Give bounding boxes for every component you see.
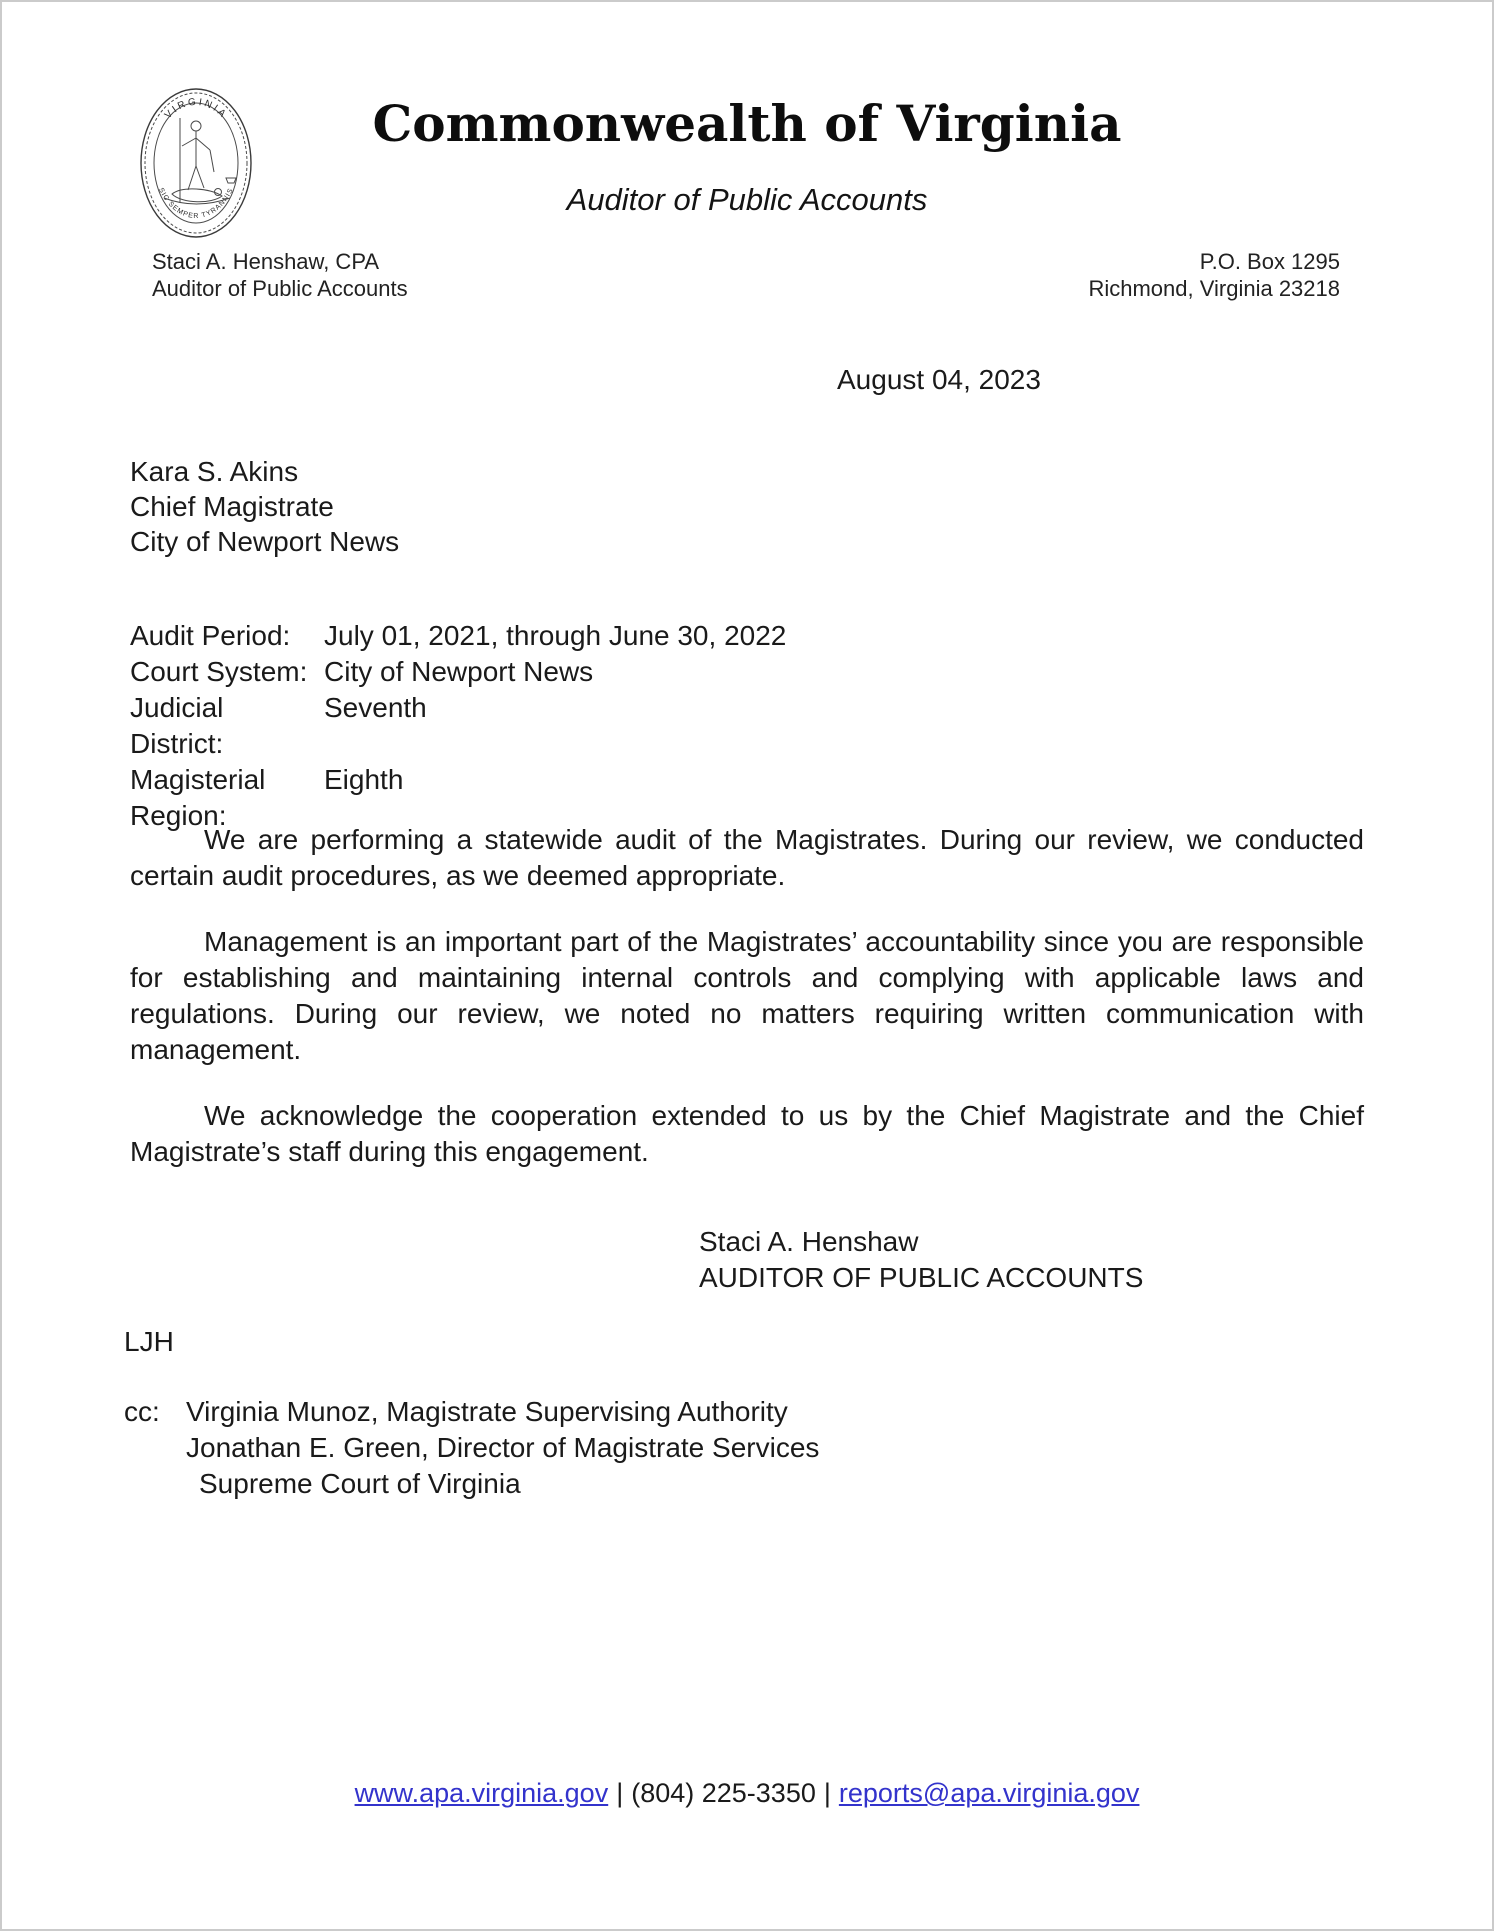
recipient-name: Kara S. Akins [130, 456, 299, 487]
audit-info-label: Magisterial Region: [130, 764, 266, 831]
address-line-1: P.O. Box 1295 [1199, 249, 1340, 274]
body-paragraph-2: Management is an important part of the Magistrates’ accountability since you are responsible for establishing and maintaining internal controls and complying with applicable laws and regulations. During our review, we noted no matters requiring written communication with management. [130, 926, 1364, 1065]
recipient-org: City of Newport News [130, 526, 400, 557]
seal-top-text: VIRGINIA [162, 96, 230, 122]
signature-name: Staci A. Henshaw [699, 1226, 919, 1257]
audit-info-label: Judicial District: [130, 692, 224, 759]
footer-separator: | [616, 1778, 624, 1808]
cc-entry: Jonathan E. Green, Director of Magistrate Services [186, 1432, 820, 1463]
address-line-2: Richmond, Virginia 23218 [1088, 276, 1340, 301]
official-title: Auditor of Public Accounts [152, 276, 408, 301]
audit-info-value: July 01, 2021, through June 30, 2022 [324, 620, 787, 651]
signature-title: AUDITOR OF PUBLIC ACCOUNTS [699, 1262, 1144, 1293]
email-link[interactable]: reports@apa.virginia.gov [838, 1778, 1140, 1808]
address-block [1088, 248, 1340, 302]
official-block [152, 248, 408, 302]
seal-motto-text: SIC SEMPER TYRANNIS [156, 186, 236, 221]
audit-info-label: Audit Period: [130, 620, 291, 651]
cc-label: cc: [124, 1396, 160, 1427]
audit-info-label: Court System: [130, 656, 308, 687]
audit-info-table [130, 618, 786, 834]
footer-phone: (804) 225-3350 [631, 1778, 816, 1808]
cc-entry: Virginia Munoz, Magistrate Supervising Authority [186, 1396, 788, 1427]
signature-block [699, 1224, 1143, 1296]
audit-info-value: Seventh [324, 692, 427, 723]
recipient-title: Chief Magistrate [130, 491, 334, 522]
letter-footer [2, 1778, 1492, 1809]
body-paragraph-3: We acknowledge the cooperation extended to us by the Chief Magistrate and the Chief Magistrate’s staff during this engagement. [130, 1100, 1364, 1167]
letter-body [130, 822, 1364, 1200]
footer-separator: | [823, 1778, 831, 1808]
cc-block [124, 1394, 819, 1502]
cc-entries [186, 1394, 819, 1502]
body-paragraph-1: We are performing a statewide audit of the Magistrates. During our review, we conducted certain audit procedures, as we deemed appropriate. [130, 824, 1364, 891]
audit-info-value: City of Newport News [324, 656, 594, 687]
official-name: Staci A. Henshaw, CPA [152, 249, 380, 274]
letter-date: August 04, 2023 [837, 364, 1041, 395]
recipient-block [130, 454, 399, 559]
cc-entry: Supreme Court of Virginia [199, 1468, 521, 1499]
website-link[interactable]: www.apa.virginia.gov [354, 1778, 609, 1808]
audit-info-value: Eighth [324, 764, 404, 795]
letterhead-title: Commonwealth of Virginia [372, 94, 1122, 153]
letterhead-subtitle: Auditor of Public Accounts [566, 182, 928, 217]
typist-initials: LJH [124, 1326, 174, 1357]
